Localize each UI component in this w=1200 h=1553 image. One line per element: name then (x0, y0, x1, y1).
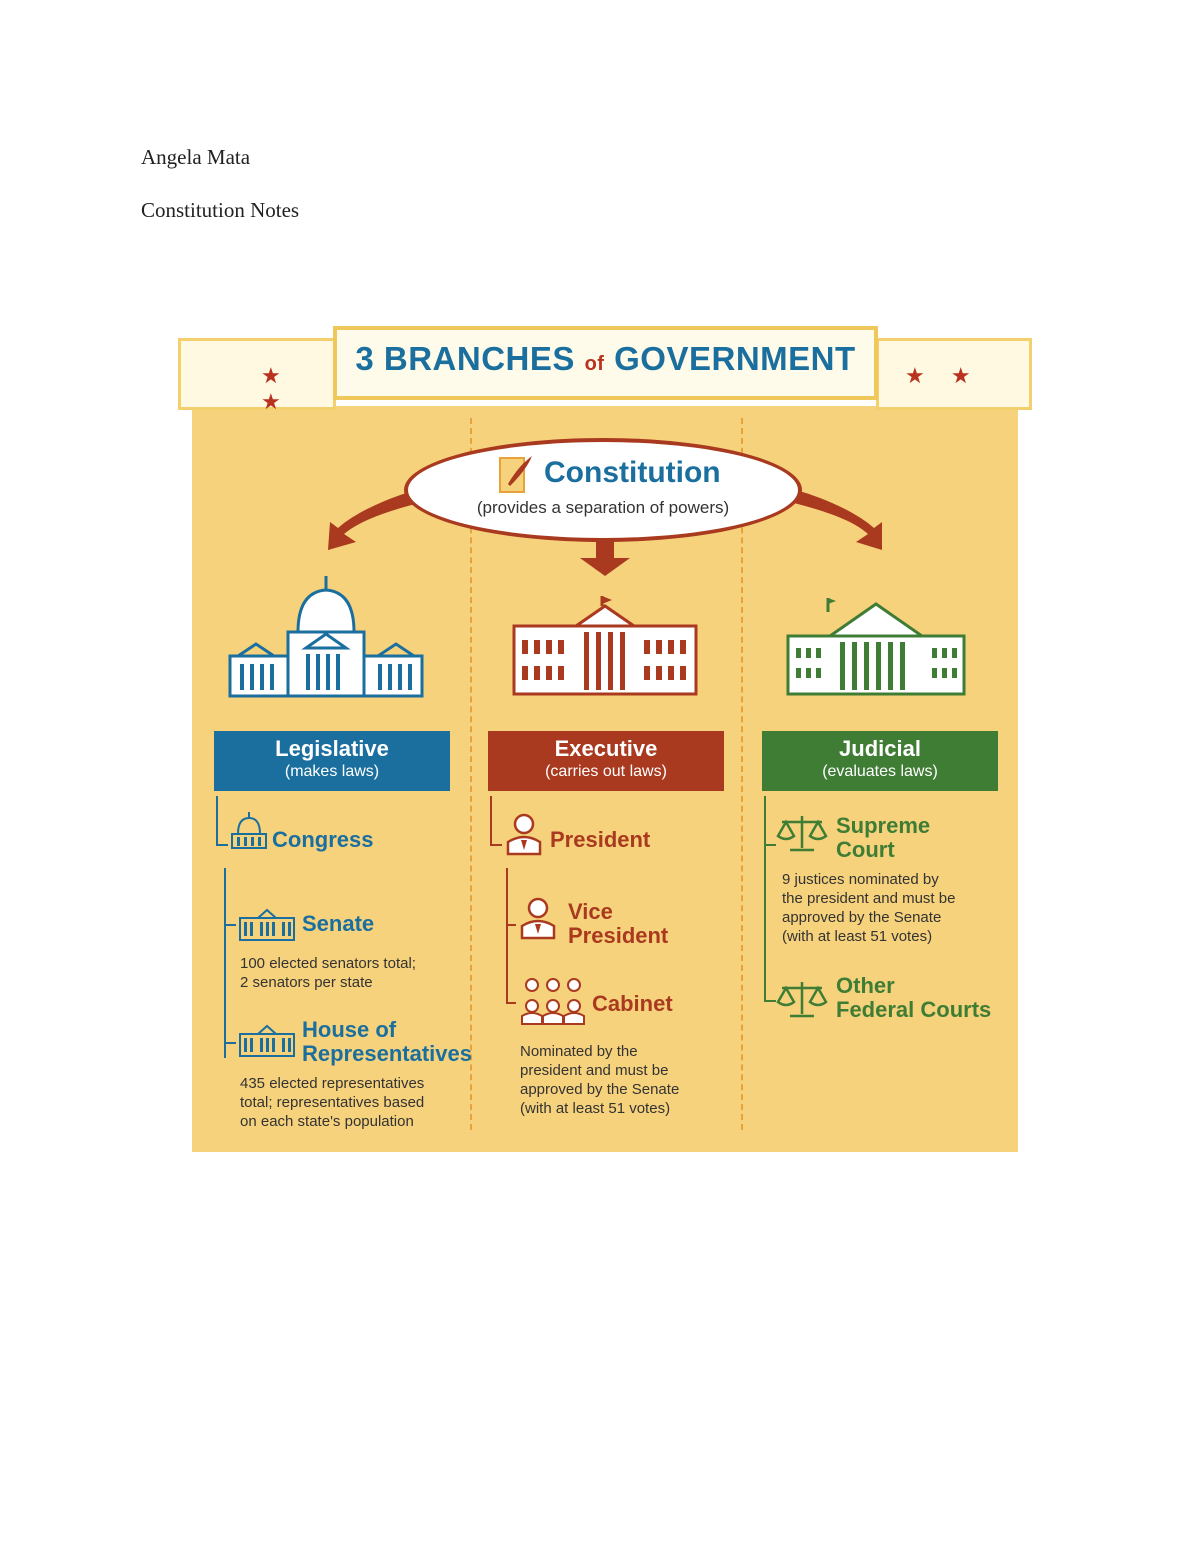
title-part-2: GOVERNMENT (614, 340, 856, 377)
cabinet-group-icon (518, 976, 588, 1026)
tree-branch (224, 924, 236, 926)
item-supreme-court: Supreme Court (836, 813, 931, 862)
item-vice-president: Vice President (568, 899, 669, 948)
constitution-oval (404, 438, 802, 542)
tree-branch (490, 844, 502, 846)
document-title: Constitution Notes (141, 198, 300, 222)
tree-branch (506, 924, 516, 926)
branch-name: Legislative (275, 736, 389, 761)
author-name: Angela Mata (141, 145, 251, 169)
branch-header-judicial (762, 731, 998, 791)
tree-branch (764, 1000, 776, 1002)
house-building-icon (238, 1022, 296, 1058)
tree-branch (764, 844, 776, 846)
president-person-icon (504, 812, 544, 856)
item-supreme-court-detail: 9 justices nominated by the president and must be approved by the Senate (with at least 51 votes) (782, 871, 956, 945)
branch-description: (carries out laws) (545, 763, 667, 780)
title-banner (333, 326, 878, 400)
capitol-building-icon (226, 574, 426, 704)
item-president: President (550, 827, 651, 852)
tree-line (224, 868, 226, 1058)
branch-header-executive (488, 731, 724, 791)
item-senate: Senate (302, 911, 375, 936)
supreme-court-icon (784, 596, 968, 700)
tree-line (216, 796, 218, 846)
white-house-icon (510, 596, 700, 700)
senate-building-icon (238, 906, 296, 942)
title-part-1: 3 BRANCHES (355, 340, 575, 377)
ribbon-left (178, 338, 336, 414)
capitol-icon (230, 812, 268, 850)
tree-branch (506, 1002, 516, 1004)
item-cabinet: Cabinet (592, 991, 673, 1016)
item-cabinet-detail: Nominated by the president and must be approved by the Senate (with at least 51 votes) (520, 1043, 680, 1117)
branch-name: Executive (554, 736, 658, 761)
branch-description: (makes laws) (284, 763, 380, 780)
infographic-title (337, 340, 874, 378)
scales-icon (776, 814, 828, 854)
item-senate-detail: 100 elected senators total; 2 senators per state (240, 955, 416, 991)
scroll-icon (494, 454, 534, 498)
tree-branch (216, 844, 228, 846)
tree-branch (224, 1042, 236, 1044)
stars-right: ★ ★ (905, 363, 981, 388)
vice-president-person-icon (518, 896, 558, 940)
tree-line (764, 796, 766, 1002)
three-branches-infographic (178, 326, 1034, 1154)
branch-name: Judicial (839, 736, 921, 761)
tree-line (490, 796, 492, 846)
item-house: House of Representatives (302, 1017, 472, 1066)
tree-line (506, 868, 508, 1004)
scales-icon (776, 980, 828, 1020)
item-congress: Congress (272, 827, 374, 852)
title-part-of: of (584, 353, 605, 375)
branch-description: (evaluates laws) (822, 763, 938, 780)
branch-header-legislative (214, 731, 450, 791)
item-house-detail: 435 elected representatives total; representatives based on each state's population (240, 1075, 425, 1130)
item-other-federal-courts: Other Federal Courts (836, 973, 992, 1022)
constitution-title: Constitution (544, 456, 721, 489)
ribbon-right (876, 338, 1032, 410)
constitution-subtitle: (provides a separation of powers) (476, 498, 730, 517)
stars-left: ★ ★ (261, 363, 291, 414)
